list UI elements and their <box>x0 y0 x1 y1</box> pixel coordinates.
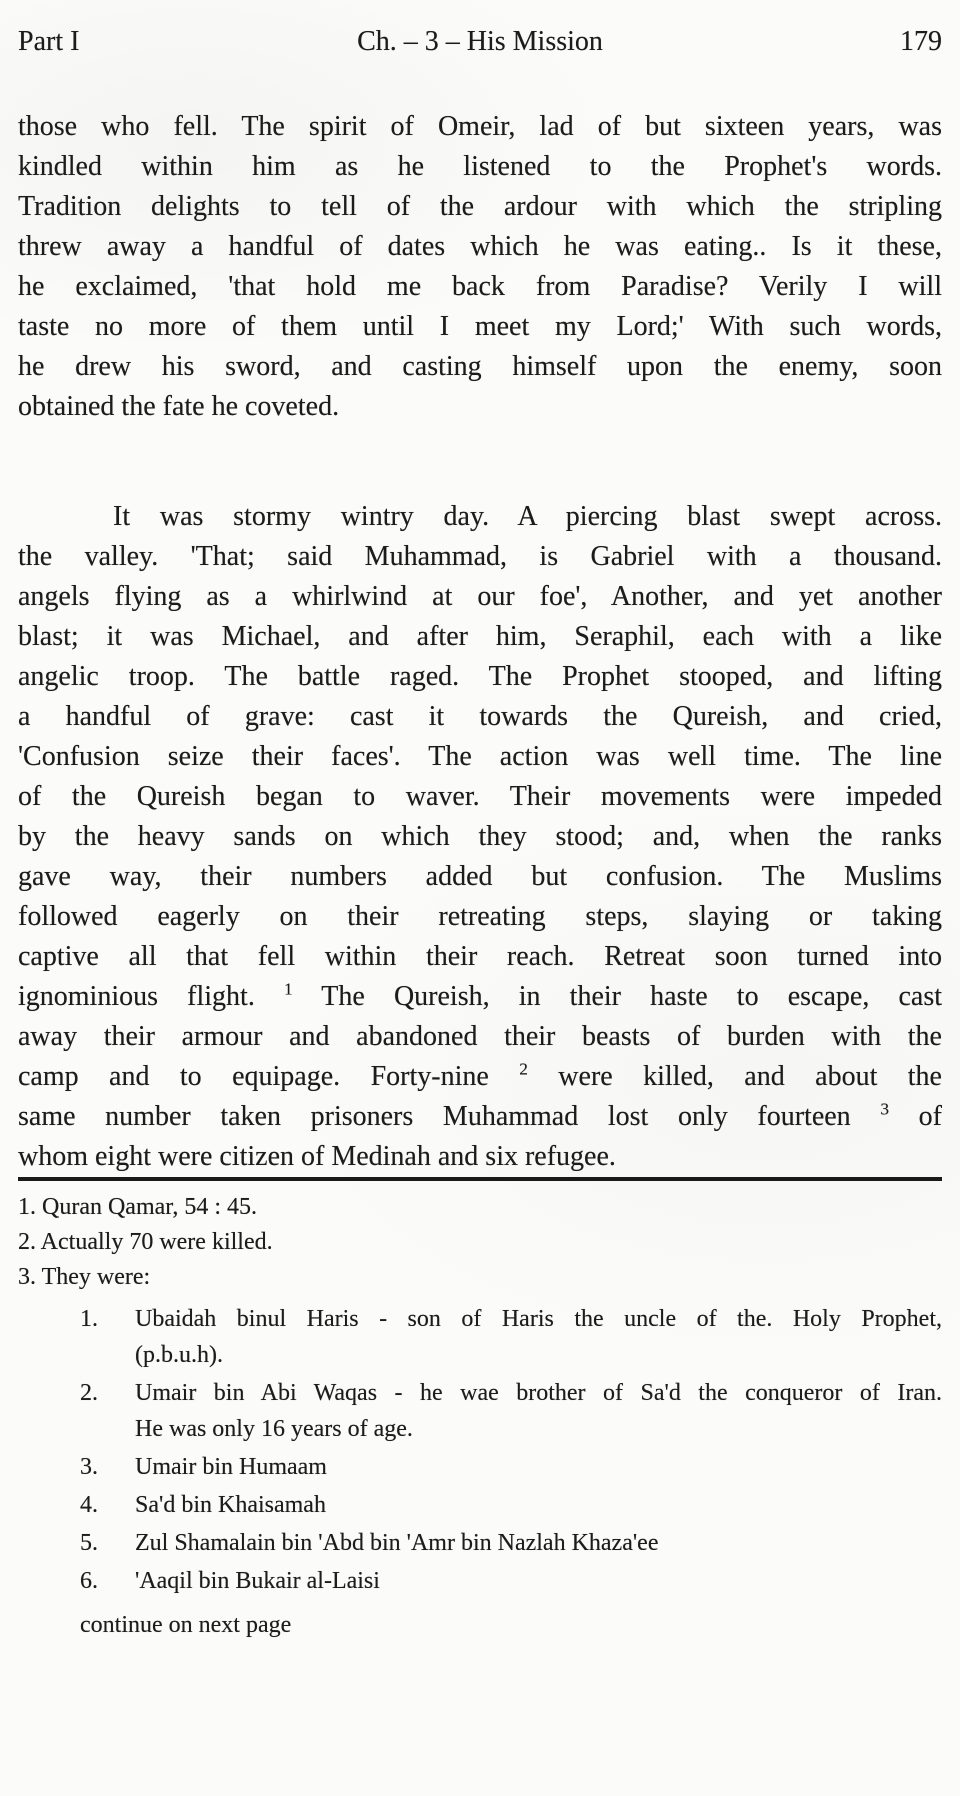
text-line: (p.b.u.h). <box>135 1342 223 1368</box>
paragraph <box>18 107 942 427</box>
footnote-sub-item-number: 4. <box>80 1492 98 1518</box>
footnote-sub-item-text <box>135 1301 942 1373</box>
page-body <box>18 107 942 1177</box>
text-line: kindled within him as he listened to the Prophet's words. <box>18 151 942 182</box>
footnote-sublist <box>18 1301 942 1599</box>
text-line: those who fell. The spirit of Omeir, lad of but sixteen years, was <box>18 111 942 142</box>
footnote-item: 1. Quran Qamar, 54 : 45. <box>18 1194 257 1220</box>
text-line: Ubaidah binul Haris - son of Haris the uncle of the. Holy Prophet, <box>135 1306 942 1332</box>
footnote-sub-item-number: 1. <box>80 1306 98 1332</box>
text-line: captive all that fell within their reach. Retreat soon turned into <box>18 941 942 972</box>
footnote-sub-item-text <box>135 1525 942 1561</box>
footnote-list <box>18 1190 942 1295</box>
footnote-sub-item <box>80 1563 942 1599</box>
footnote-sub-item-text <box>135 1449 942 1485</box>
footnote-sub-item-number: 2. <box>80 1380 98 1406</box>
footnote-sub-item-number: 6. <box>80 1568 98 1594</box>
footnote-sub-item-text <box>135 1375 942 1447</box>
footnote-sub-item-text <box>135 1487 942 1523</box>
paragraph <box>18 497 942 1177</box>
footnote-sub-item <box>80 1449 942 1485</box>
text-line: Tradition delights to tell of the ardour with which the stripling <box>18 191 942 222</box>
text-line: threw away a handful of dates which he was eating.. Is it these, <box>18 231 942 262</box>
text-line: by the heavy sands on which they stood; and, when the ranks <box>18 821 942 852</box>
text-line: He was only 16 years of age. <box>135 1416 413 1442</box>
text-line: followed eagerly on their retreating steps, slaying or taking <box>18 901 942 932</box>
text-line: of the Qureish began to waver. Their movements were impeded <box>18 781 942 812</box>
text-line: same number taken prisoners Muhammad lost only fourteen $^3$ of <box>18 1099 942 1132</box>
text-line: a handful of grave: cast it towards the Qureish, and cried, <box>18 701 942 732</box>
footnote-sub-item-number: 5. <box>80 1530 98 1556</box>
text-line: obtained the fate he coveted. <box>18 391 340 422</box>
text-line: he exclaimed, 'that hold me back from Paradise? Verily I will <box>18 271 942 302</box>
text-line: Umair bin Humaam <box>135 1454 327 1480</box>
text-line: taste no more of them until I meet my Lord;' With such words, <box>18 311 942 342</box>
text-line: 'Aaqil bin Bukair al-Laisi <box>135 1568 380 1594</box>
text-line: away their armour and abandoned their beasts of burden with the <box>18 1021 942 1052</box>
text-line: the valley. 'That; said Muhammad, is Gabriel with a thousand. <box>18 541 942 572</box>
page-header <box>18 0 942 59</box>
footnote-sub-item-number: 3. <box>80 1454 98 1480</box>
text-line: Sa'd bin Khaisamah <box>135 1492 326 1518</box>
text-line: whom eight were citizen of Medinah and six refugee. <box>18 1141 616 1172</box>
text-line: angelic troop. The battle raged. The Prophet stooped, and lifting <box>18 661 942 692</box>
footnotes-section <box>18 1190 942 1643</box>
text-line: camp and to equipage. Forty-nine $^2$ were killed, and about the <box>18 1059 942 1092</box>
text-line: 'Confusion seize their faces'. The action was well time. The line <box>18 741 942 772</box>
text-line: ignominious flight. $^1$ The Qureish, in their haste to escape, cast <box>18 979 942 1012</box>
footnote-item: 3. They were: <box>18 1264 151 1290</box>
footnote-sub-item-text <box>135 1563 942 1599</box>
footnote-sub-item <box>80 1375 942 1447</box>
footnote-item: 2. Actually 70 were killed. <box>18 1229 273 1255</box>
footnote-sub-item <box>80 1525 942 1561</box>
footnote-sub-item <box>80 1487 942 1523</box>
continuation-note: continue on next page <box>80 1612 292 1638</box>
footnote-sub-item <box>80 1301 942 1373</box>
header-chapter-title: Ch. – 3 – His Mission <box>357 26 603 57</box>
text-line: gave way, their numbers added but confusion. The Muslims <box>18 861 942 892</box>
header-page-number: 179 <box>900 26 942 57</box>
text-line: he drew his sword, and casting himself upon the enemy, soon <box>18 351 942 382</box>
text-line: blast; it was Michael, and after him, Seraphil, each with a like <box>18 621 942 652</box>
header-part-label: Part I <box>18 26 80 57</box>
text-line: Zul Shamalain bin 'Abd bin 'Amr bin Nazlah Khaza'ee <box>135 1530 659 1556</box>
text-line: angels flying as a whirlwind at our foe', Another, and yet another <box>18 581 942 612</box>
text-line: Umair bin Abi Waqas - he wae brother of Sa'd the conqueror of Iran. <box>135 1380 942 1406</box>
text-line: It was stormy wintry day. A piercing blast swept across. <box>113 501 942 532</box>
footnote-divider <box>18 1177 942 1181</box>
